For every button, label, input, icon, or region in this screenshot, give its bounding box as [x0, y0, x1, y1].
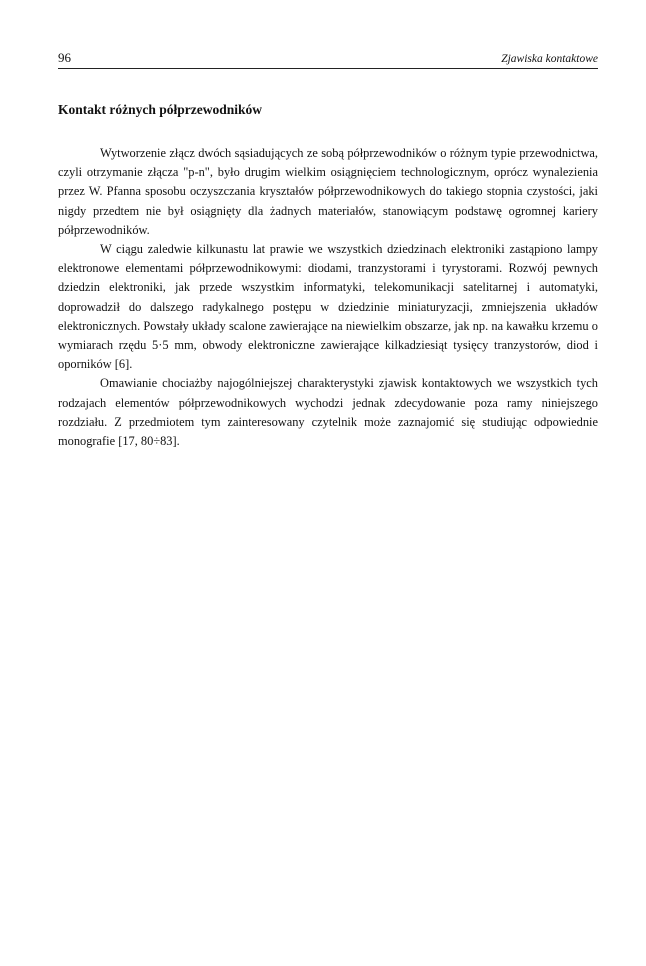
- running-title: Zjawiska kontaktowe: [501, 53, 598, 65]
- paragraph: Omawianie chociażby najogólniejszej charakterystyki zjawisk kontaktowych we wszystkich tych rodzajach elementów półprzewodnikowych wychodzi jednak zdecydowanie poza ramy niniejszego rozdziału. Z przedmiotem tym zainteresowany czytelnik może zaznajomić się studiując odpowiednie monografie [17, 80÷83].: [58, 376, 598, 449]
- page-header: [58, 50, 598, 69]
- paragraph: Wytworzenie złącz dwóch sąsiadujących ze sobą półprzewodników o różnym typie przewodnictwa, czyli otrzymanie złącza "p-n", było drugim wielkim osiągnięciem technologicznym, oprócz wynalezienia przez W. Pfanna sposobu oczyszczania kryształów półprzewodnikowych do takiego stopnia czystości, jaki nigdy przedtem nie był osiągnięty dla żadnych materiałów, stanowiącym podstawę ogromnej kariery półprzewodników.: [58, 146, 598, 237]
- paragraph: W ciągu zaledwie kilkunastu lat prawie we wszystkich dziedzinach elektroniki zastąpiono lampy elektronowe elementami półprzewodnikowymi: diodami, tranzystorami i tyrystorami. Rozwój pewnych dziedzin elektroniki, jak przede wszystkim informatyki, telekomunikacji satelitarnej i automatyki, doprowadził do dalszego radykalnego postępu w dziedzinie miniaturyzacji, zmniejszenia układów elektronicznych. Powstały układy scalone zawierające na niewielkim obszarze, jak np. na kawałku krzemu o wymiarach rzędu 5·5 mm, obwody elektroniczne zawierające kilkadziesiąt tysięcy tranzystorów, diod i oporników [6].: [58, 242, 598, 372]
- page-number: 96: [58, 50, 71, 65]
- section-heading: Kontakt różnych półprzewodników: [58, 102, 263, 117]
- body-text: [58, 144, 598, 451]
